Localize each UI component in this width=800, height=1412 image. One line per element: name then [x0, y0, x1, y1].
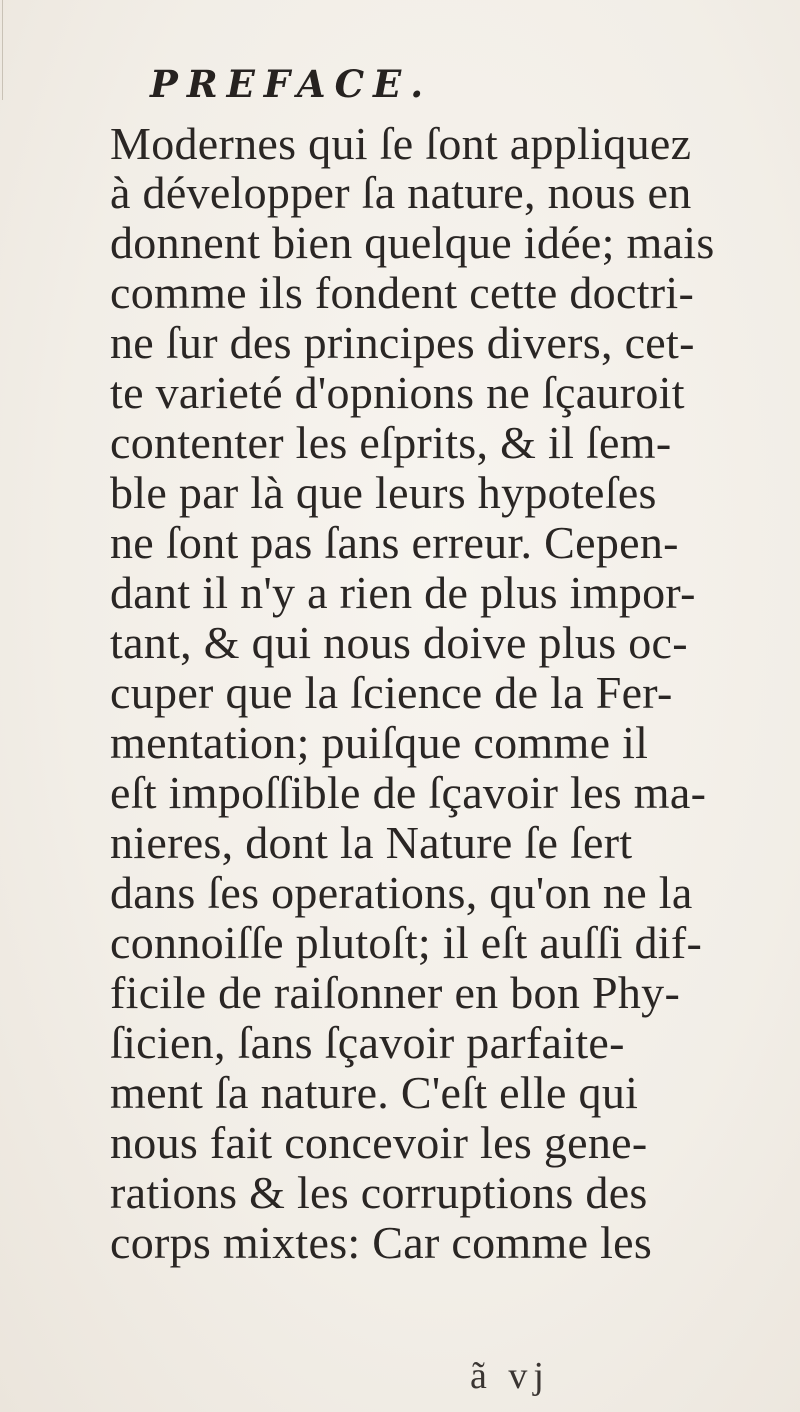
- text-line: nous fait concevoir les gene-: [110, 1117, 648, 1168]
- text-line: donnent bien quelque idée; mais: [110, 217, 715, 268]
- text-line: ne ſur des principes divers, cet-: [110, 317, 695, 368]
- text-line: rations & les corruptions des: [110, 1167, 648, 1218]
- text-line: tant, & qui nous doive plus oc-: [110, 617, 688, 668]
- text-line: à développer ſa nature, nous en: [110, 167, 692, 218]
- text-line: te varieté d'opnions ne ſçauroit: [110, 367, 685, 418]
- text-line: ment ſa nature. C'eſt elle qui: [110, 1067, 639, 1118]
- text-line: ble par là que leurs hypoteſes: [110, 467, 657, 518]
- text-line: mentation; puiſque comme il: [110, 717, 649, 768]
- text-line: ne ſont pas ſans erreur. Cepen-: [110, 517, 679, 568]
- text-line: cuper que la ſcience de la Fer-: [110, 667, 673, 718]
- text-line: contenter les eſprits, & il ſem-: [110, 417, 672, 468]
- text-line: eſt impoſſible de ſçavoir les ma-: [110, 767, 707, 818]
- text-line: ficile de raiſonner en bon Phy-: [110, 967, 681, 1018]
- signature-mark: ã vj: [470, 1355, 550, 1397]
- text-line: ſicien, ſans ſçavoir parfaite-: [110, 1017, 625, 1068]
- text-line: corps mixtes: Car comme les: [110, 1217, 653, 1268]
- text-line: comme ils fondent cette doctri-: [110, 267, 695, 318]
- text-line: dans ſes operations, qu'on ne la: [110, 867, 693, 918]
- text-line: nieres, dont la Nature ſe ſert: [110, 817, 633, 868]
- running-head: PREFACE.: [150, 62, 433, 106]
- text-line: dant il n'y a rien de plus impor-: [110, 567, 696, 618]
- text-line: connoiſſe plutoſt; il eſt auſſi dif-: [110, 917, 703, 968]
- text-line: Modernes qui ſe ſont appliquez: [110, 118, 692, 169]
